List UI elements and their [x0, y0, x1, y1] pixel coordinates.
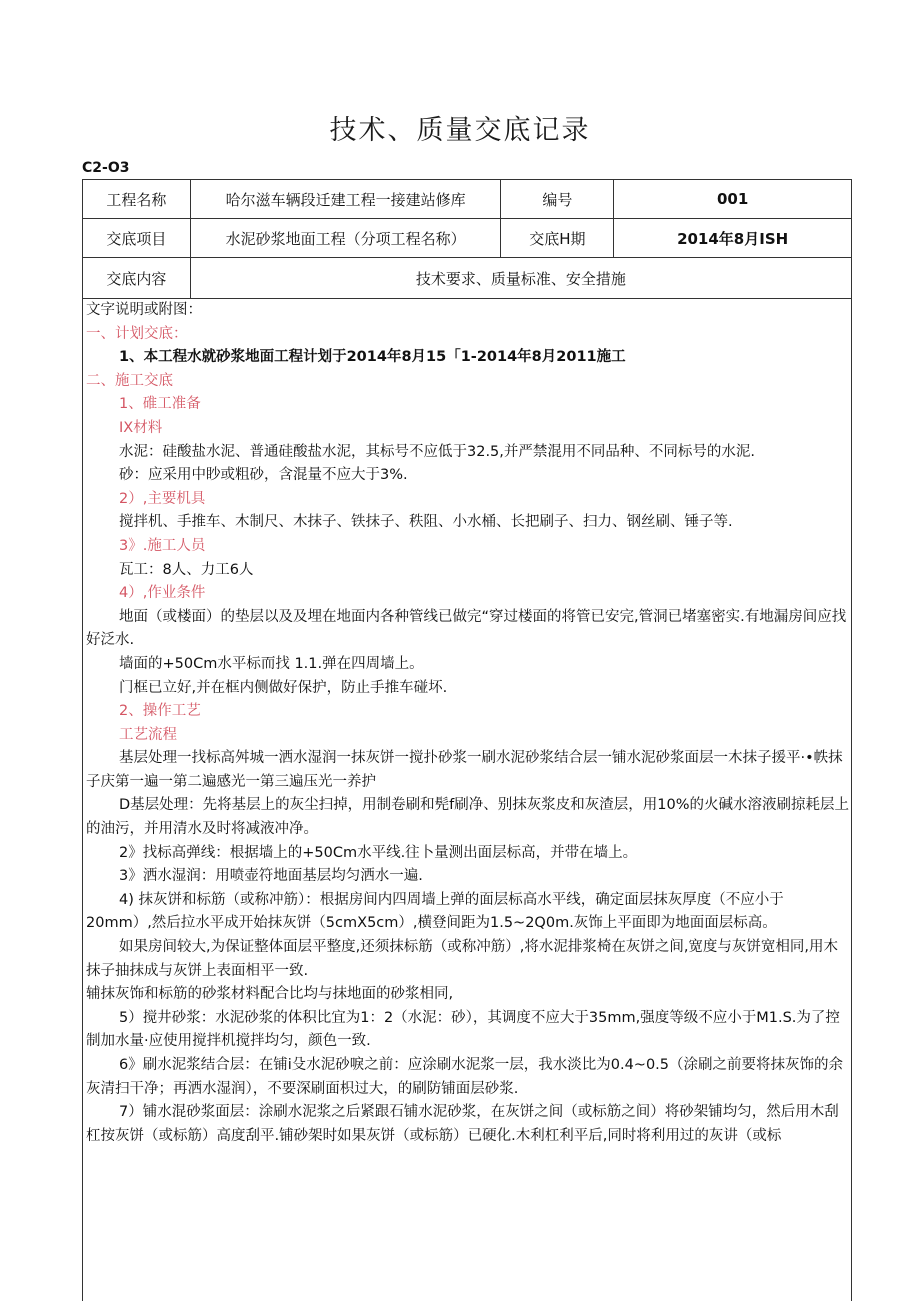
page-title: 技术、质量交底记录 [329, 115, 591, 146]
tools-heading: 2）,主要机具 [119, 490, 206, 507]
date-value: 2014年8月ISH [614, 219, 852, 258]
number-value: 001 [614, 180, 852, 219]
form-code: C2-O3 [82, 160, 130, 176]
item-value: 水泥砂浆地面工程（分项工程名称） [190, 219, 501, 258]
header-row-project [83, 180, 852, 219]
condition-text-2: 墙面的+50Cm水平标而找 1.1.弹在四周墙上。 [119, 655, 424, 672]
content-label: 交底内容 [83, 258, 191, 299]
number-label: 编号 [501, 180, 614, 219]
header-row-item [83, 219, 852, 258]
step-4-text: 4) 抹灰饼和标筋（或称冲筋）：根据房间内四周墙上弹的面层标高水平线，确定面层抹灰厚度（不应小于20mm）,然后拉水平成开始抹灰饼（5cmX5cm）,横登间距为1.5~2Q0m.灰饰上平面即为地面面层标高。 [86, 891, 784, 932]
disclosure-body [82, 298, 852, 1301]
item-label: 交底项目 [83, 219, 191, 258]
conditions-heading: 4）,作业条件 [119, 585, 206, 602]
workers-text: 瓦工：8人、力工6人 [119, 561, 254, 578]
cement-text: 水泥：硅酸盐水泥、普通硅酸盐水泥，其标号不应低于32.5,并严禁混用不同品种、不同标号的水泥. [119, 443, 755, 460]
subsection-process-heading: 2、操作工艺 [119, 703, 201, 720]
step-7-text: 7）铺水混砂浆面层：涂刷水泥浆之后紧跟石铺水泥砂浆，在灰饼之间（或标筋之间）将砂架铺均匀，然后用木刮杠按灰饼（或标筋）高度刮平.铺砂架时如果灰饼（或标筋）已硬化.木利杠利平后,同时将利用过的灰讲（或标 [86, 1104, 839, 1144]
sand-text: 砂：应采用中眇或粗砂，含混量不应大于3%. [119, 467, 408, 484]
plan-paragraph: 1、本工程水就砂浆地面工程计划于2014年8月15「1-2014年8月2011施工 [119, 349, 626, 366]
step-1-text: D基层处理：先将基层上的灰尘扫掉，用制卷刷和髡f刷净、别抹灰浆皮和灰渣层，用10%的火碱水溶液刷掠耗层上的油污，并用清水及时将减液冲净。 [86, 797, 849, 838]
flow-text: 基层处理一找标高舛城一洒水湿润一抹灰饼一搅扑砂浆一刷水泥砂浆结合层一铺水泥砂浆面层一木抹子援平·•帙抹子庆第一遍一第二遍感光一第三遍压光一养护 [86, 750, 843, 790]
step-5-text: 5）搅井砂浆：水泥砂浆的体积比宜为1：2（水泥：砂），其调度不应大于35mm,强度等级不应小于M1.S.为了控制加水量·应使用搅拌机搅拌均匀，颜色一致. [86, 1009, 840, 1050]
header-table [82, 179, 852, 299]
header-row-content [83, 258, 852, 299]
date-label: 交底H期 [501, 219, 614, 258]
step-4c-text: 辅抹灰饰和标筋的砂浆材料配合比均与抹地面的砂浆相同, [86, 986, 454, 1003]
subsection-preparation-heading: 1、碓工准备 [119, 396, 201, 413]
workers-heading: 3》.施工人员 [119, 537, 206, 554]
content-value: 技术要求、质量标准、安全措施 [190, 258, 851, 299]
step-2-text: 2》找标高弹线：根据墙上的+50Cm水平线.往卜量测出面层标高，并带在墙上。 [119, 844, 638, 861]
step-4b-text: 如果房间较大,为保证整体面层平整度,还须抹标筋（或称冲筋）,将水泥排浆椅在灰饼之间,宽度与灰饼宽相同,用木抹子抽抹成与灰饼上表面相平一致. [86, 939, 839, 979]
flow-heading: 工艺流程 [119, 726, 177, 743]
section-plan-heading: 一、计划交底： [86, 325, 188, 342]
step-3-text: 3》洒水湿润：用喷壶符地面基层均匀洒水一遍. [119, 868, 423, 885]
tools-text: 搅拌机、手推车、木制尺、木抹子、铁抹子、秩阻、小水桶、长把刷子、扫力、钢丝刷、锤子等. [119, 514, 733, 531]
step-6-text: 6》刷水泥浆结合层：在铺i殳水泥砂唳之前：应涂刷水泥浆一层，我水淡比为0.4~0.5（涂刷之前要将抹灰饰的余灰清扫干净；再洒水湿润），不要深刷面枳过大，的刷防铺面层砂浆. [86, 1057, 844, 1097]
project-value: 哈尔滋车辆段迁建工程一接建站修库 [190, 180, 501, 219]
condition-text-3: 门框已立好,并在框内侧做好保护，防止手推车碰坏. [119, 679, 448, 696]
materials-heading: IX材料 [119, 419, 163, 436]
project-label: 工程名称 [83, 180, 191, 219]
section-construction-heading: 二、施工交底 [86, 372, 173, 389]
intro-text: 文字说明或附图： [86, 302, 202, 318]
condition-text-1: 地面（或楼面）的垫层以及及埋在地面内各种管线已做完“穿过楼面的将管已安完,管洞已堵塞密实.有地漏房间应找好泛水. [86, 608, 847, 649]
